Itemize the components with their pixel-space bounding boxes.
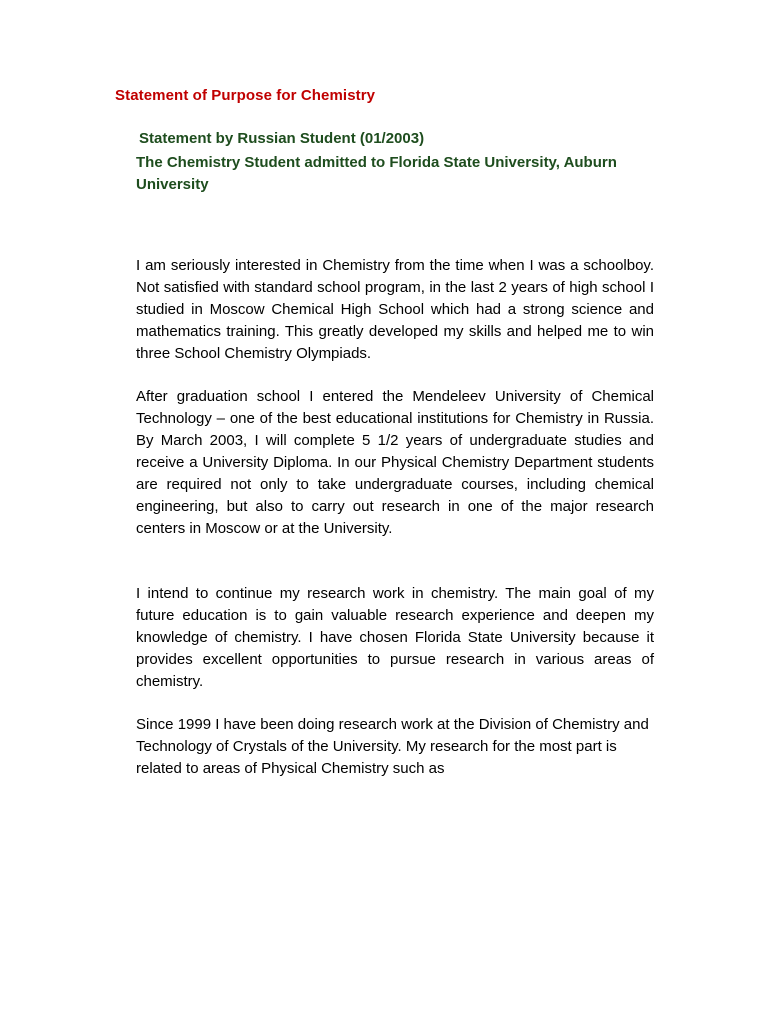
document-title: Statement of Purpose for Chemistry xyxy=(115,87,376,104)
paragraph-4: Since 1999 I have been doing research work at the Division of Chemistry and Technology of Crystals of the University. My research for the most part is related to areas of Physical Chemistry such as xyxy=(136,716,649,777)
document-subtitle: Statement by Russian Student (01/2003) xyxy=(139,130,425,147)
paragraph-1: I am seriously interested in Chemistry from the time when I was a schoolboy. Not satisfied with standard school program, in the last 2 years of high school I studied in Moscow Chemical High School which had a strong science and mathematics training. This greatly developed my skills and helped me to win three School Chemistry Olympiads. xyxy=(136,257,654,362)
admission-line: The Chemistry Student admitted to Florida State University, Auburn University xyxy=(136,154,617,193)
paragraph-2: After graduation school I entered the Mendeleev University of Chemical Technology – one of the best educational institutions for Chemistry in Russia. By March 2003, I will complete 5 1/2 years of undergraduate studies and receive a University Diploma. In our Physical Chemistry Department students are required not only to take undergraduate courses, including chemical engineering, but also to carry out research in one of the major research centers in Moscow or at the University. xyxy=(136,388,654,537)
paragraph-3: I intend to continue my research work in chemistry. The main goal of my future education is to gain valuable research experience and deepen my knowledge of chemistry. I have chosen Florida State University because it provides excellent opportunities to pursue research in various areas of chemistry. xyxy=(136,585,654,690)
